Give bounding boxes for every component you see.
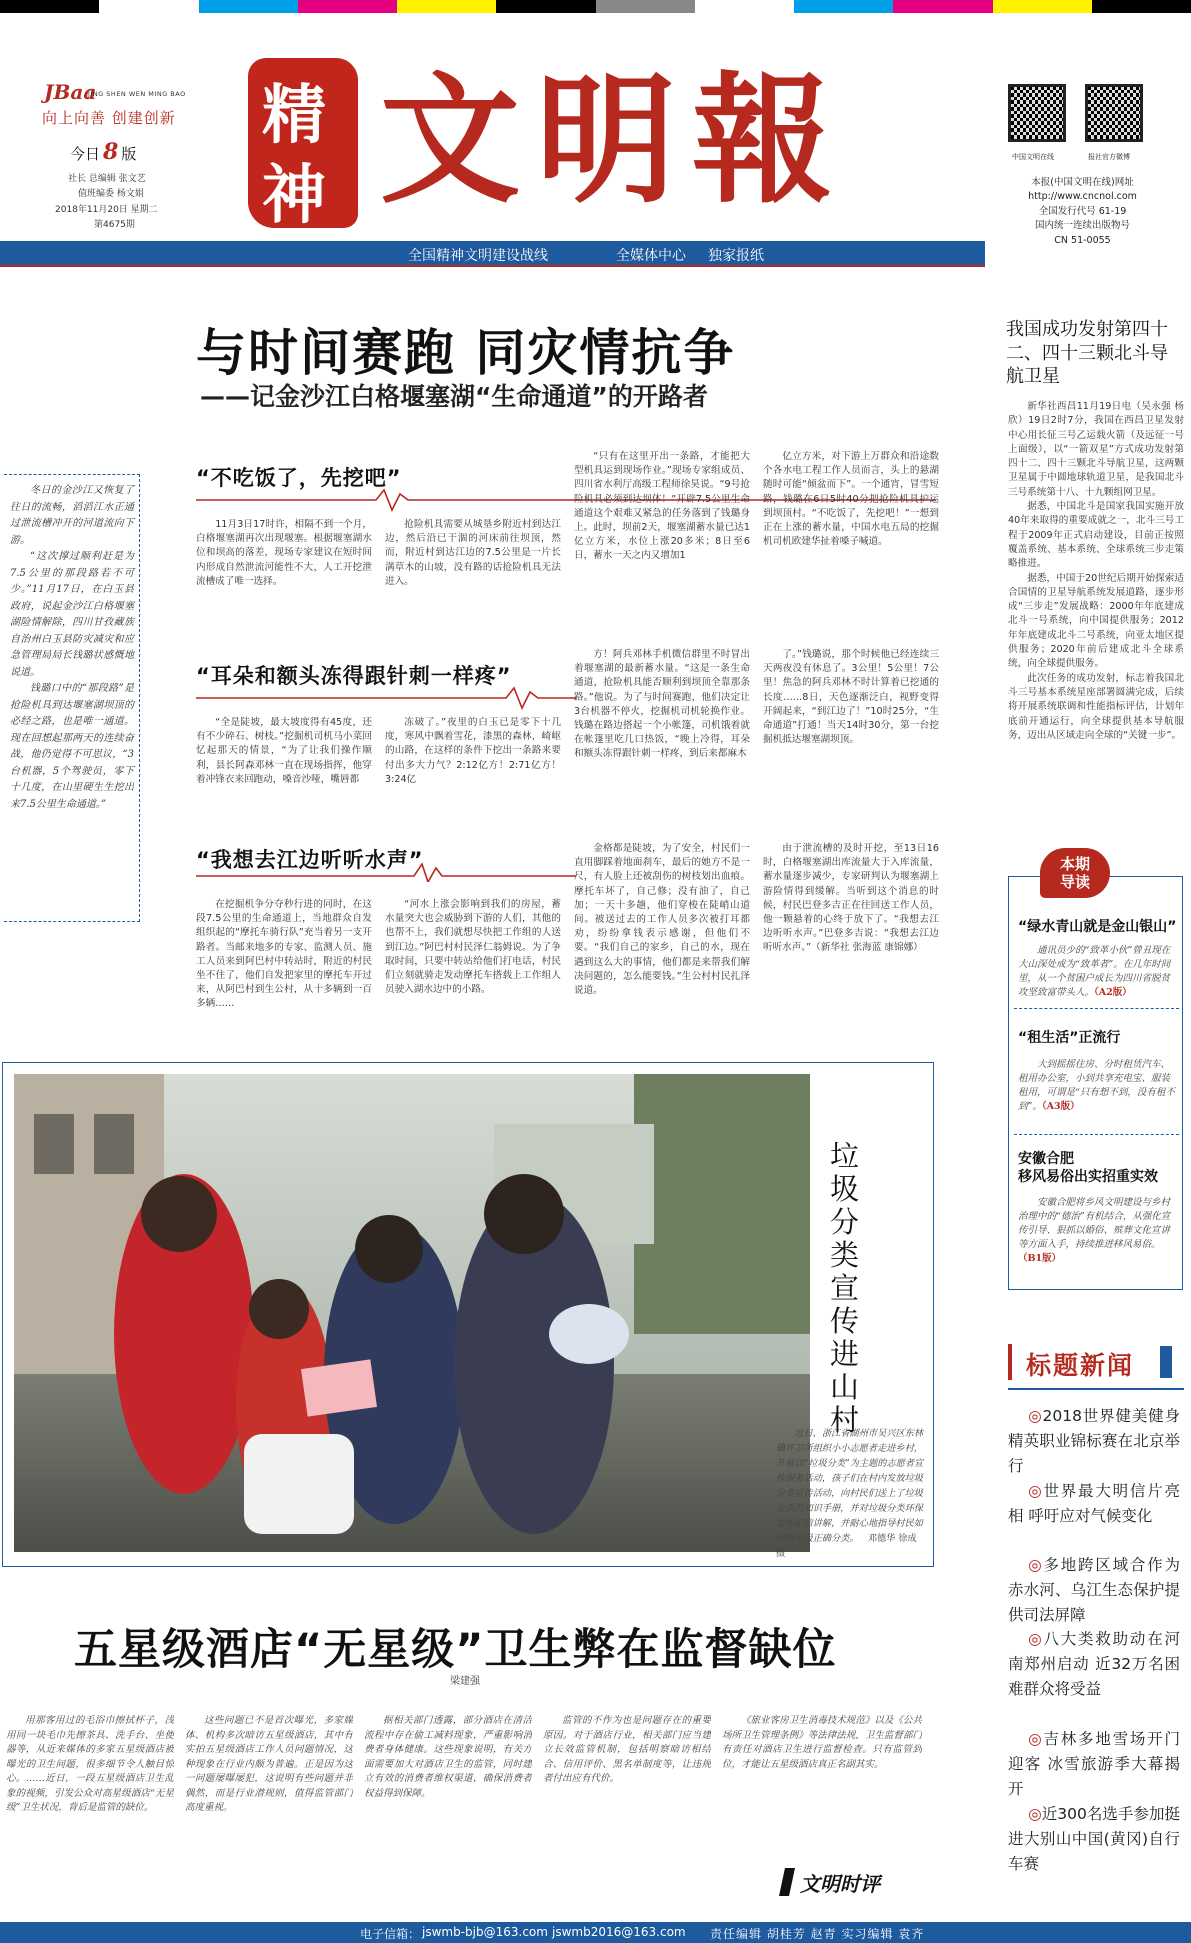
preview-badge: 本期 导读 — [1040, 848, 1110, 898]
section-1-col: “只有在这里开出一条路，才能把大型机具运到现场作业。”现场专家组成员、四川省水利厅高级工程师徐昊说。“9号抢险机具必须到达坝体！”开辟7.5公里生命通道这个艰难又紧急的任务落到了钱璐身上。此时，坝前2天，堰塞湖蓄水量已达1亿立方米，水位上涨20多米；8日至6日，蓄水一天之内又增加1 — [574, 451, 750, 562]
heartbeat-line-icon — [196, 686, 576, 710]
headlines-marker — [1008, 1344, 1012, 1380]
qr2-label: 报社官方微博 — [1088, 153, 1130, 161]
preview-item-text: 大到摇摇住房、分时租赁汽车、租用办公室，小到共享充电宝、服装租用，可谓是“只有想不到，没有租不到”。（A3版） — [1018, 1059, 1175, 1112]
footer-email-1[interactable]: jswmb-bjb@163.com — [422, 1925, 548, 1939]
section-title-3: “我想去江边听听水声” — [196, 848, 424, 872]
intro-para: 冬日的金沙江又恢复了往日的流畅，滔滔江水正通过泄流槽冲开的河道流向下游。 — [10, 485, 134, 546]
today-pages: 今日 8 版 — [70, 139, 137, 165]
lead-headline: 与时间赛跑 同灾情抗争 — [196, 324, 736, 382]
issue-number: 第4675期 — [94, 220, 135, 230]
headlines-title: 标题新闻 — [1026, 1351, 1135, 1380]
hotel-col: 据相关部门透露，部分酒店在清洁流程中存在偷工减料现象，严重影响消费者身体健康。这些现象说明，有关方面需要加大对酒店卫生的监管，同时建立有效的消费者维权渠道，确保消费者权益得到保障。 — [364, 1715, 532, 1799]
hotel-col: 用那客用过的毛浴巾擦拭杯子，浅用同一块毛巾先擦茶具、洗手台、坐便器等，从近来媒体的多家五星级酒店被曝光的卫生问题，很多细节令人触目惊心。……近日，一段五星级酒店卫生乱象的视频，引发公众对高星级酒店“无星级”卫生状况，背后是监管的缺位。 — [6, 1715, 174, 1813]
preview-divider — [1014, 1008, 1179, 1009]
intro-para: “这次撑过顺利赶是为7.5公里的那段路若不可少。”11月17日，在白玉县政府，说起金沙江白格堰塞湖险情解除，四川甘孜藏族自治州白玉县防灾减灾和应急管理局局长钱璐状感慨地说道。 — [10, 551, 134, 678]
section-2-col: “全是陡坡，最大坡度得有45度，还有不少碎石、树枝。”挖掘机司机马小菜回忆起那天的情景，“为了让我们操作顺利，县长阿森邓林一直在现场指挥，他穿着冲锋衣来回跑动，嗓音沙哑，嘴唇都 — [196, 717, 372, 785]
headlines-rule — [1008, 1388, 1184, 1390]
section-2-col: 冻破了。”夜里的白玉已是零下十几度，寒风中飘着雪花，漆黑的森林，崎岖的山路，在这样的条件下挖出一条路来要付出多大力气？2:12亿方！2:71亿方！3:24亿 — [385, 717, 561, 785]
hotel-col: 这些问题已不是首次曝光，多家媒体、机构多次暗访五星级酒店，其中有实拍五星级酒店工作人员问题情况，这种现象在行业内颇为普遍。正是因为这一问题屡曝屡犯，这说明有些问题并非偶然，而是行业潜规则，值得监管部门高度重视。 — [185, 1715, 353, 1813]
staff-line2: 值班编委 杨文娟 — [78, 189, 144, 199]
seal-char-jing: 精 — [262, 78, 326, 153]
qr-code-2 — [1085, 84, 1143, 142]
issue-date: 2018年11月20日 星期二 — [55, 205, 158, 215]
section-2-col: 了。”钱璐说，那个时候他已经连续三天两夜没有休息了。3公里！5公里！7公里！焦急的阿兵邓林不时计算着已挖通的长度……8日，天色逐渐泛白，视野变得开阔起来，“到江边了！”10时25分，“生命通道”打通！当天14时30分，第一台挖掘机抵达堰塞湖坝顶。 — [763, 649, 939, 746]
slogan: 向上向善 创建创新 — [42, 109, 176, 127]
nav-item-campaign[interactable]: 全国精神文明建设战线 — [408, 248, 548, 264]
hotel-col — [932, 1714, 933, 1715]
section-title-2: “耳朵和额头冻得跟针刺一样疼” — [196, 664, 512, 688]
headline-item[interactable]: ◎多地跨区域合作为赤水河、乌江生态保护提供司法屏障 — [1008, 1556, 1180, 1624]
photo-title: 垃圾分类宣传进山村 — [830, 1139, 860, 1437]
section-2-col: 方！阿兵邓林手机微信群里不时冒出着堰塞湖的最新蓄水量。“这是一条生命通道，抢险机具能否顺利到坝顶全靠那条路。”他说。为了与时间赛跑，他们决定让3台机器不停火，挖掘机司机轮换作业。钱璐在路边搭起一个小帐篷，司机饿着就在帐篷里吃几口热饭，“晚上冷得，耳朵和额头冻得跟针刺一样疼，到后来都麻木 — [574, 649, 750, 760]
print-color-bar — [0, 0, 1191, 13]
section-3-col: 金格都是陡坡，为了安全，村民们一直用脚踩着地面刹车，最后的她方不是一尺，有人脸上还被刮伤的树枝划出血痕。摩托车坏了，自己修；没有油了，自己加；一天十多趟，他们穿梭在陡峭山道间。被送过去的工作人员多次被打耳都劝，纷纷拿钱表示感谢，但他们不要。“我们自己的家乡，自己的水，现在遇到这么大的事情，他们都是来帮我们解决问题的，怎么能要钱。”生公村村民扎泽说道。 — [574, 843, 750, 997]
nav-item-media-center[interactable]: 全媒体中心 — [616, 248, 686, 264]
headline-item[interactable]: ◎2018世界健美健身精英职业锦标赛在北京举行 — [1008, 1407, 1180, 1475]
hotel-headline: 五星级酒店“无星级”卫生弊在监督缺位 — [74, 1625, 837, 1675]
section-1-col: 11月3日17时许，相隔不到一个月，白格堰塞湖再次出现堰塞。根据堰塞湖水位和坝高的落差，现场专家建议在短时间内形成自然泄流河能性不大，人工开挖泄流槽成了唯一选择。 — [196, 519, 372, 587]
headline-item[interactable]: ◎世界最大明信片亮相 呼吁应对气候变化 — [1008, 1482, 1180, 1525]
qr1-label: 中国文明在线 — [1012, 153, 1054, 161]
hotel-col: 《旅业客房卫生消毒技术规范》以及《公共场所卫生管理条例》等法律法规，卫生监督部门有责任对酒店卫生进行监督检查。只有监管到位，才能让五星级酒店真正名副其实。 — [722, 1715, 922, 1770]
section-1-col: 亿立方米，对下游上万群众和沿途数个各水电工程工作人员而言，头上的悬湖随时可能“倾盆而下”。一个通宵，冒雪短路，钱璐在6日5时40分把抢险机具护运到坝顶村。“不吃饭了，先挖吧！”一想到正在上涨的蓄水量，中国水电五局的挖掘机司机欧建华扯着嗓子喊道。 — [763, 451, 939, 548]
heartbeat-line-icon — [196, 852, 576, 882]
preview-item-text: 安徽合肥将乡风文明建设与乡村治理中的“德治”有机结合，从强化宣传引导、狠抓以婚俗、殡葬文化宣讲等方面入手，持续推进移风易俗。（B1版） — [1018, 1197, 1171, 1264]
logo-pinyin: JING SHEN WEN MING BAO — [88, 90, 186, 98]
nav-underline — [0, 265, 985, 267]
lead-intro-box — [4, 474, 140, 922]
staff-line1: 社长 总编辑 张文艺 — [68, 174, 146, 184]
qr-code-1 — [1008, 84, 1066, 142]
footer-editors: 责任编辑 胡桂芳 赵青 实习编辑 袁齐 — [710, 1927, 925, 1941]
section-1-col: 抢险机具需要从城垦乡附近村到达江边，然后沿已干涸的河床前往坝顶，然而，附近村到达江边的7.5公里是一片长满草木的山坡，没有路的话抢险机具无法进入。 — [385, 519, 561, 587]
hotel-col: 监管的不作为也是问题存在的重要原因。对于酒店行业，相关部门应当建立长效监管机制，包括明察暗访相结合、信用评价、黑名单制度等，让违规者付出应有代价。 — [543, 1715, 711, 1784]
preview-item-title[interactable]: “租生活”正流行 — [1018, 1030, 1121, 1046]
paper-info: 本报(中国文明在线)网址 http://www.cncnol.com 全国发行代号 61-19 国内统一连续出版物号 CN 51-0055 — [1028, 177, 1137, 246]
masthead-title: 文明報 — [380, 59, 849, 223]
headline-item[interactable]: ◎吉林多地雪场开门迎客 冰雪旅游季大幕揭开 — [1008, 1730, 1180, 1798]
nav-bar — [0, 241, 985, 267]
section-3-col: “河水上涨会影响到我们的房屋，蓄水量突大也会威胁到下游的人们，其他的也帮不上，我们就想尽快把工作组的人送到江边。”阿巴村村民泽仁翁姆说。为了争取时间，只要中转站给他们打电话，村民们立刻就骑走发动摩托车搭载上工作组人员驶入湖水边中的小路。 — [385, 899, 561, 996]
lead-subhead: ——记金沙江白格堰塞湖“生命通道”的开路者 — [200, 382, 708, 411]
footer-email-label: 电子信箱： — [360, 1927, 421, 1941]
village-photo — [14, 1074, 810, 1552]
column-mark: 文明时评 — [782, 1868, 922, 1898]
section-3-col: 由于泄流槽的及时开挖，至13日16时，白格堰塞湖出库流量大于入库流量，蓄水量逐步减少，专家研判认为堰塞湖上游险情得到缓解。当听到这个消息的时候，村民巴登多吉正在往回送工作人员，他一颗悬着的心终于放下了。“我想去江边听听水声。”巴登多吉说：“我想去江边听听水声。”（新华社 张海蓝 康锦娜） — [763, 843, 939, 954]
hotel-author: 梁建强 — [450, 1676, 480, 1687]
headlines-title-tab — [1160, 1346, 1172, 1378]
preview-item-text: 通讯员少的“致革小伙”曾丑现在大山深处成为“致革者”。在几年时间里，从一个贫困户成长为四川省脱贫攻坚致富带头人。（A2版） — [1018, 945, 1171, 998]
preview-item-title[interactable]: 安徽合肥 移风易俗出实招重实效 — [1018, 1151, 1158, 1185]
right-news-title: 我国成功发射第四十二、四十三颗北斗导航卫星 — [1006, 319, 1168, 387]
seal-logo — [248, 58, 358, 233]
section-3-col: 在挖掘机争分夺秒行进的同时，在这段7.5公里的生命通道上，当地群众自发组织起的“摩托车骑行队”充当着另一支开路者。当邮来地多的专家、监测人员、施工人员来到阿巴村中转站时，附近的村民坐不住了，他们自发把家里的摩托车开过来，从阿巴村到生公村，从十多辆到一百多辆…… — [196, 899, 372, 1010]
seal-char-shen: 神 — [262, 158, 326, 233]
preview-item-title[interactable]: “绿水青山就是金山银山” — [1018, 919, 1177, 935]
nav-item-exclusive[interactable]: 独家报纸 — [708, 248, 764, 264]
logo-mark: JBaa — [44, 80, 97, 104]
intro-para: 钱璐口中的“那段路”是抢险机具到达堰塞湖坝顶的必经之路，也是唯一通道。现在回想起那两天的连续奋战，他仍觉得不可思议，“3台机器，5个驾驶员，零下十几度，在山里硬生生挖出来7.5公里生命通道。” — [10, 683, 134, 810]
section-title-1: “不吃饭了，先挖吧” — [196, 466, 402, 490]
headline-item[interactable]: ◎八大类救助动在河南郑州启动 近32万名困难群众将受益 — [1008, 1630, 1180, 1698]
right-news-body: 新华社西昌11月19日电（吴永强 杨欣）19日2时7分，我国在西昌卫星发射中心用长征三号乙运载火箭（及远征一号上面级），以“一箭双星”方式成功发射第四十二、四十三颗北斗导航卫星，这两颗卫星属于中圆地球轨道卫星，是我国北斗三号系统第十八、十九颗组网卫星。 据悉，中国北斗是国家我国实施开放40年来取得的重要成就之一，北斗三号工程于2009年正式启动建设，目前正按照覆盖系统、基本系统、全球系统三步走策略推进。 据悉，中国于20世纪后期开始探索适合国情的卫星导航系统发展道路，逐步形成“三步走”发展战略：2000年年底建成北斗一号系统，向中国提供服务；2012年年底建成北斗二号系统，向亚太地区提供服务；2020年前后建成北斗全球系统，向全球提供服务。 此次任务的成功发射，标志着我国北斗三号基本系统星座部署圆满完成，后续将开展系统联调和性能指标评估，计划年底前开通运行，向全球提供基本导航服务，迈出从区域走向全球的“关键一步”。 — [1008, 401, 1184, 741]
footer-email-2[interactable]: jswmb2016@163.com — [552, 1925, 686, 1939]
footer-bar — [0, 1922, 1191, 1943]
headline-item[interactable]: ◎近300名选手参加挺进大别山中国(黄冈)自行车赛 — [1008, 1805, 1180, 1873]
photo-caption: 近日，浙江省湖州市吴兴区东林镇环卫所组织小小志愿者走进乡村，开展以“垃圾分类”为主题的志愿者宣传服务活动，孩子们在村内发放垃圾分类宣传活动，向村民们送上了垃圾分类的知识手册，并对垃圾分类环保要知识信讲解，并耐心地指导村民如何将垃圾正确分类。 邓德华 徐成 摄 — [776, 1428, 924, 1559]
preview-divider — [1014, 1134, 1179, 1135]
